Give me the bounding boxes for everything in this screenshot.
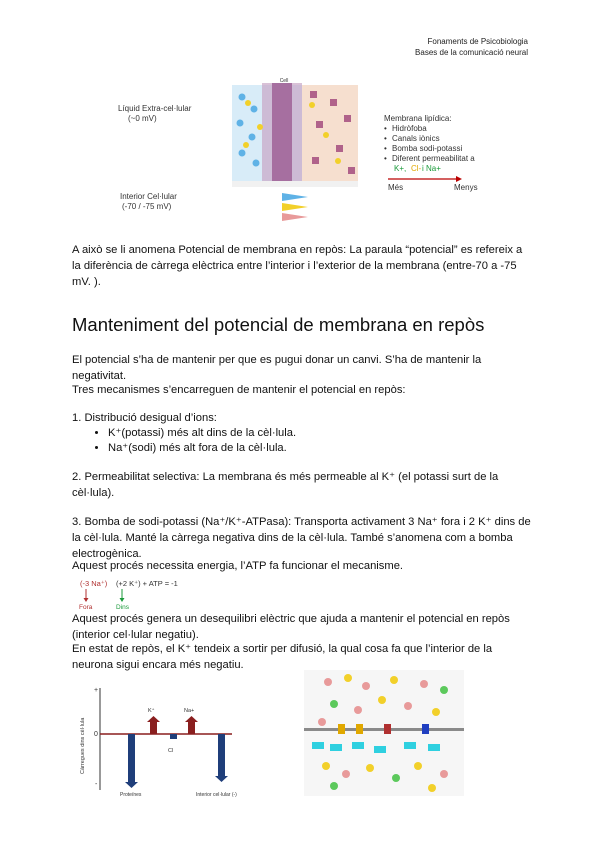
membrane-diagram	[112, 75, 532, 225]
page-header	[415, 36, 528, 58]
arrow-down-icon	[125, 782, 138, 788]
svg-text:•: •	[384, 144, 387, 153]
arrow-up-icon	[185, 716, 198, 722]
membrane-picture	[232, 78, 358, 221]
intro-line-1: El potencial s’ha de mantenir per que es pugui donar un canvi. S’ha de mantenir la negativitat.	[72, 354, 482, 382]
chart-ylabel: Càrregues dins cèl·lula	[80, 717, 86, 774]
paragraph-imbalance: Aquest procés genera un desequilibri elèctric que ajuda a mantenir el potencial en repòs (interior cel·lular negatiu).	[72, 613, 510, 641]
interior-value: (-70 / -75 mV)	[122, 202, 172, 211]
label-chloride: Cl	[168, 748, 174, 754]
scale-more: Més	[388, 183, 404, 192]
ion-membrane-picture	[304, 670, 464, 796]
membrane-item: Canals iònics	[392, 134, 440, 143]
bar-potassium	[150, 722, 157, 734]
membrane-item: Bomba sodi-potassi	[392, 144, 463, 153]
arrow-head-icon	[456, 176, 462, 182]
label-sodium: Na+	[184, 708, 195, 714]
item2-text: 2. Permeabilitat selectiva: La membrana és més permeable al K⁺ (el potassi surt de la cèl·lula).	[72, 471, 499, 499]
extracellular-label: Líquid Extra-cel·lular	[118, 104, 192, 113]
paragraph-rest: En estat de repòs, el K⁺ tendeix a sortir per difusió, la qual cosa fa que l’interior de la neurona sigui encara més negatiu.	[72, 643, 493, 671]
membrane-list	[384, 124, 475, 163]
cell-top-label: Cell	[279, 78, 289, 84]
intro-line-2: Tres mecanismes s’encarreguen de mantenir el potencial en repòs:	[72, 384, 406, 396]
equation-part-out: (-3 Na⁺)	[80, 579, 108, 588]
item1-title: 1. Distribució desigual d’ions:	[72, 412, 217, 424]
arrow-down-icon	[84, 598, 89, 602]
equation-out-label: Fora	[79, 604, 93, 610]
paragraph-resting-potential: A això se li anomena Potencial de membrana en repòs: La paraula “potencial” es refereix a la diferència de càrrega elèctrica entre l’interior i l’exterior de la membrana (entre-70 a -75 mV. ).	[72, 244, 523, 288]
item3-text: 3. Bomba de sodi-potassi (Na⁺/K⁺-ATPasa): Transporta activament 3 Na⁺ fora i 2 K⁺ dins de la cèl·lula. Manté la càrrega negativa dins de la cèl·lula. També s’anomena com a bomba electrogènica.	[72, 516, 531, 560]
section-title: Manteniment del potencial de membrana en repòs	[72, 314, 485, 335]
bar-chloride	[170, 734, 177, 739]
arrow-down-icon	[120, 598, 125, 602]
bar-proteins	[128, 734, 135, 782]
pump-equation	[78, 577, 198, 610]
svg-text:•: •	[384, 124, 387, 133]
chart-zero: 0	[94, 731, 98, 738]
svg-text:•: •	[384, 154, 387, 163]
chart-plus: +	[94, 687, 99, 694]
equation-part-in: (+2 K⁺) + ATP = -1	[116, 579, 178, 588]
label-proteins: Proteïnes	[120, 792, 142, 798]
ions-k-label: K+,	[394, 164, 407, 173]
interior-label: Interior Cel·lular	[120, 192, 177, 201]
label-potassium: K⁺	[148, 708, 155, 714]
header-course: Fonaments de Psicobiologia	[427, 37, 528, 46]
membrane-item: Diferent permeabilitat a	[392, 154, 475, 163]
svg-text:•: •	[384, 134, 387, 143]
arrow-down-icon	[215, 776, 228, 782]
equation-in-label: Dins	[116, 604, 130, 610]
bullet-sodium: • Na⁺(sodi) més alt fora de la cèl·lula.	[108, 441, 296, 456]
arrow-up-icon	[147, 716, 160, 722]
label-interior: Interior cel·lular (-)	[196, 792, 237, 798]
energy-line: Aquest procés necessita energia, l’ATP fa funcionar el mecanisme.	[72, 560, 404, 572]
bullet-potassium: • K⁺(potassi) més alt dins de la cèl·lula.	[108, 426, 296, 441]
scale-less: Menys	[454, 183, 478, 192]
membrane-title: Membrana lipídica:	[384, 114, 452, 123]
bar-interior	[218, 734, 225, 776]
extracellular-value: (~0 mV)	[128, 114, 157, 123]
charges-diagram	[72, 682, 252, 800]
membrane-item: Hidròfoba	[392, 124, 427, 133]
header-topic: Bases de la comunicació neural	[415, 48, 528, 57]
ions-cl-label: Cl-	[411, 164, 422, 173]
chart-minus: -	[95, 781, 98, 788]
ions-na-label: i Na+	[422, 164, 441, 173]
item1-bullets	[90, 426, 296, 456]
bar-sodium	[188, 722, 195, 734]
